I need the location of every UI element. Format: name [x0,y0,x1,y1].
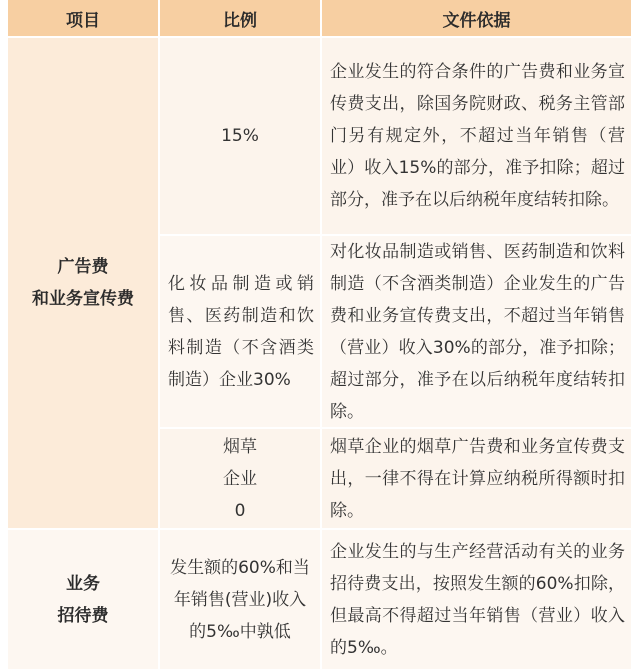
category-advertising [8,38,160,530]
header-basis [322,0,633,38]
basis-general [322,38,633,236]
ratio-general [160,38,322,236]
basis-entertainment-text: 企业发生的与生产经营活动有关的业务招待费支出，按照发生额的60%扣除，但最高不得超过当年销售（营业）收入的5‰。 [330,541,625,658]
header-ratio [160,0,322,38]
ratio-cosmetics-text: 化妆品制造或销售、医药制造和饮料制造（不含酒类制造）企业30% [168,273,314,390]
category-advertising-line1: 广告费 [57,257,109,277]
header-ratio-label: 比例 [223,10,257,31]
basis-tobacco-text: 烟草企业的烟草广告费和业务宣传费支出，一律不得在计算应纳税所得额时扣除。 [330,436,625,521]
ratio-tobacco [160,429,322,530]
category-entertainment-line1: 业务 [66,573,100,594]
header-item [8,0,160,38]
basis-tobacco [322,429,633,530]
ratio-tobacco-line3: 0 [234,500,246,521]
ratio-general-text: 15% [221,126,259,146]
category-entertainment [8,530,160,671]
ratio-entertainment-text: 发生额的60%和当年销售(营业)收入的5‰中孰低 [170,557,310,642]
ratio-tobacco-line1: 烟草 [223,436,257,457]
header-basis-label: 文件依据 [442,10,511,31]
basis-general-text: 企业发生的符合条件的广告费和业务宣传费支出，除国务院财政、税务主管部门另有规定外，不超过当年销售（营业）收入15%的部分，准予扣除；超过部分，准予在以后纳税年度结转扣除。 [330,62,625,210]
category-entertainment-line2: 招待费 [57,605,109,626]
ratio-tobacco-line2: 企业 [223,468,257,489]
basis-entertainment [322,530,633,671]
basis-cosmetics-text: 对化妆品制造或销售、医药制造和饮料制造（不含酒类制造）企业发生的广告费和业务宣传费支出，不超过当年销售（营业）收入30%的部分，准予扣除；超过部分，准予在以后纳税年度结转扣除。 [330,241,625,422]
category-advertising-line2: 和业务宣传费 [32,289,134,309]
basis-cosmetics [322,236,633,429]
ratio-cosmetics [160,236,322,429]
policy-table [8,0,633,671]
ratio-entertainment [160,530,322,671]
header-item-label: 项目 [66,10,100,31]
